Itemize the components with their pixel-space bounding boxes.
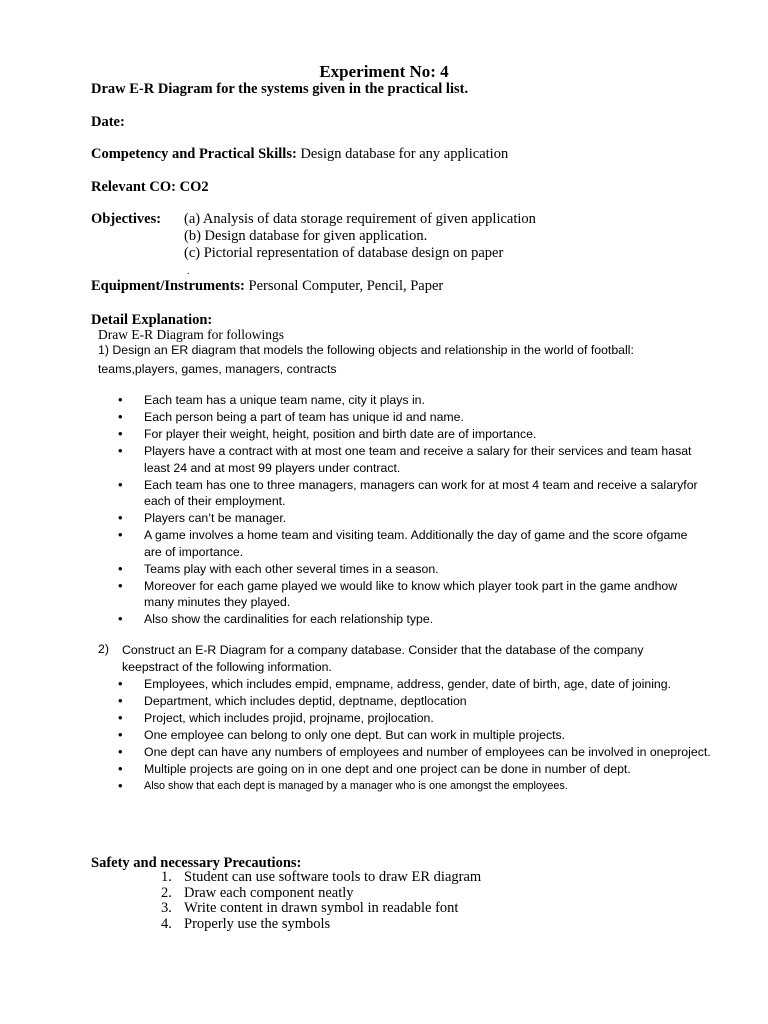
detail-intro: Draw E-R Diagram for followings: [98, 327, 284, 342]
safety-label: Safety and necessary Precautions:: [91, 855, 302, 871]
q1-line2: teams,players, games, managers, contracts: [98, 362, 337, 376]
list-item: • Project, which includes projid, projname, projlocation.: [116, 710, 716, 727]
equipment-line: [91, 278, 443, 295]
equipment-label: Equipment/Instruments:: [91, 278, 245, 294]
list-item: • Players can’t be manager.: [116, 510, 706, 527]
list-item: • One dept can have any numbers of employees and number of employees can be involved in oneproject.: [116, 744, 716, 761]
list-item: 4. Properly use the symbols: [161, 916, 331, 933]
objective-c: (c) Pictorial representation of database design on paper: [184, 245, 504, 261]
list-item: 2. Draw each component neatly: [161, 884, 354, 901]
equipment-value: Personal Computer, Pencil, Paper: [244, 278, 444, 294]
list-item: • Each team has one to three managers, managers can work for at most 4 team and receive a salaryfor each of their employment.: [116, 477, 706, 510]
list-item: • Players have a contract with at most one team and receive a salary for their services and team hasat least 24 and at most 99 players under contract.: [116, 443, 706, 476]
objective-a: (a) Analysis of data storage requirement of given application: [184, 211, 536, 227]
list-item: • A game involves a home team and visiting team. Additionally the day of game and the score ofgame are of importance.: [116, 527, 706, 560]
q2-text: Construct an E-R Diagram for a company database. Consider that the database of the company keepstract of the following information.: [122, 643, 644, 674]
page-title: Experiment No: 4: [319, 62, 449, 81]
objectives-trailing-dot: .: [187, 266, 190, 277]
subtitle: Draw E-R Diagram for the systems given in the practical list.: [91, 81, 469, 97]
list-item: • Each person being a part of team has unique id and name.: [116, 409, 706, 426]
list-item: • Also show the cardinalities for each relationship type.: [116, 611, 706, 628]
q1-line1: 1) Design an ER diagram that models the following objects and relationship in the world of football:: [98, 343, 634, 357]
relevant-co-value: CO2: [175, 179, 209, 195]
safety-list: [161, 870, 481, 933]
objective-b: (b) Design database for given application.: [184, 228, 428, 244]
relevant-co-line: [91, 179, 209, 196]
detail-label: Detail Explanation:: [91, 312, 213, 328]
q2-number: 2): [98, 642, 109, 656]
competency-line: [91, 146, 508, 163]
q2-bullet-list: [116, 676, 716, 795]
date-label: Date:: [91, 114, 125, 130]
competency-label: Competency and Practical Skills:: [91, 146, 297, 162]
list-item: • Also show that each dept is managed by a manager who is one amongst the employees.: [116, 778, 716, 795]
list-item: • Multiple projects are going on in one dept and one project can be done in number of dept.: [116, 761, 716, 778]
list-item: • Each team has a unique team name, city it plays in.: [116, 392, 706, 409]
list-item: • One employee can belong to only one dept. But can work in multiple projects.: [116, 727, 716, 744]
list-item: • Teams play with each other several times in a season.: [116, 561, 706, 578]
relevant-co-label: Relevant CO:: [91, 179, 176, 195]
competency-value: Design database for any application: [296, 146, 509, 162]
q1-bullet-list: [116, 392, 706, 628]
list-item: • For player their weight, height, position and birth date are of importance.: [116, 426, 706, 443]
list-item: • Employees, which includes empid, empname, address, gender, date of birth, age, date of joining.: [116, 676, 716, 693]
list-item: • Department, which includes deptid, deptname, deptlocation: [116, 693, 716, 710]
list-item: 3. Write content in drawn symbol in readable font: [161, 900, 459, 917]
list-item: • Moreover for each game played we would like to know which player took part in the game andhow many minutes they played.: [116, 578, 706, 611]
objectives-label: Objectives:: [91, 211, 162, 227]
list-item: 1. Student can use software tools to draw ER diagram: [161, 869, 482, 885]
